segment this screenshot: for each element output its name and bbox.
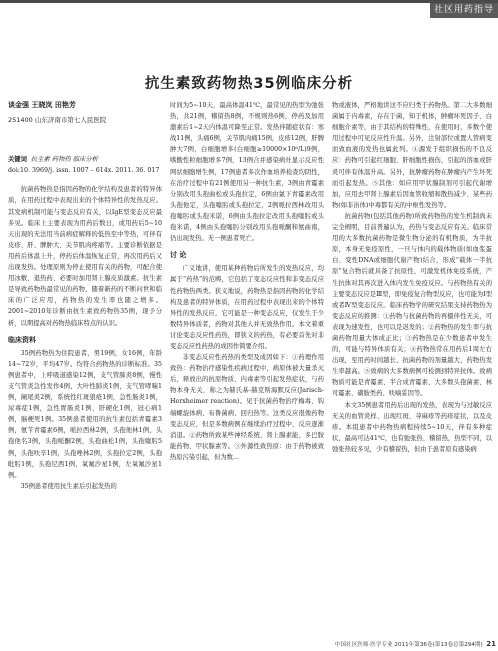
column-2 <box>170 100 324 463</box>
column3-paragraph-3: 本文35例患者用药后出现的发热，表现为与过敏反应无关的血管炎样、出现红斑、荨麻疹等药疹症状，以及皮疹。本组患者中药物热病程持续5~10天，伴有多种症状，最高可达41℃，也有弛张热、稽留热，热型不同，以弛张热较多见，少有稽留热，但由于患者原有感染病 <box>332 401 492 453</box>
header-rule <box>0 0 498 3</box>
clinical-paragraph: 35例药物热为住院患者，男19例，女16例，年龄14~72岁，平均47岁。均符合药物热的诊断标准。35例患者中，上呼吸道感染12例，支气管肺炎8例，慢性支气管炎急性发作4例，大叶性肺炎1例，支气管哮喘1例，阑尾炎2例，系统性红斑狼疮1例，急性肠炎1例，尿毒症1例，急性胃肠炎1例，肝硬化1例，冠心病1例，脑梗死1例。35例患者使用的抗生素包括青霉素3例，氨苄青霉素6例，哌拉西林2例，头孢他林1例，头孢他名3例，头孢哌酮2例，头孢曲松1例，头孢噻肟5例，头孢呋辛1例，头孢唑林2例，头孢拉定2例，头孢吡肟1例，头孢尼西1例，氧氟沙星1例，左氧氟沙星1例。 <box>8 349 162 479</box>
keywords-text: 抗生素 药物热 临床分析 <box>30 156 98 164</box>
header-banner <box>0 0 498 30</box>
column3-paragraph-2: 抗菌药物(包括其他药物)所致药物热的发生机制尚未完全阐明，目前普遍认为，药热与变态反应有关。临床常用的大多数抗菌药物是微生物分泌的有机物质，为半抗原，本身无免疫原性，一旦与体内的载体物质(如血浆蛋白、变性DNA或细胞代谢产物)结合，形成“载体一半抗原”复合物后就具备了抗原性，可激发机体免疫系统，产生抗体对其再次进入体内发生免疫反应。与药物热有关的主要变态反应是Ⅲ型，即免疫复合物型反应，也可能为Ⅰ型或者Ⅳ型变态反应。临床药物学的研究结果支持药物热为变态反应的推测：①药物与抗菌药物的再摄伴性无关，可表现为速发性，也可以是迟发的；②药物热的发生率与抗菌药物用量大体成正比；③药物热是在少数患者中发生的，可能与特异体质有关；④药物热常在用药后1周左右出现，至用药时间越长、抗菌药物的剂量越大，药物热发生率越高。⑤致病的大多数病例可检测到特异抗体。致病物质可能是青霉素、半合成青霉素、大多数头孢菌素、林可霉素、磺胺类药、呋喃妥因等。 <box>332 212 492 398</box>
page-number: 21 <box>486 640 496 648</box>
page-footer <box>260 640 496 648</box>
doi: doi:10. 3969/j. issn. 1007 – 614x. 2011. 36. 017 <box>8 167 160 175</box>
column-3 <box>332 100 492 455</box>
section-tag: 社区用药指导 <box>430 3 498 18</box>
footer-journal: 中国社区医师·医学专业 2011年第36卷(第13卷总第294期) <box>334 642 483 648</box>
affiliation: 251400 山东济南市第七人民医院 <box>8 116 107 125</box>
keywords-label: 关键词 <box>8 156 27 164</box>
column-1 <box>8 100 162 492</box>
intro-paragraph: 抗菌药物热是指因药物的化学结构及患者的特异体质，在用药过程中表现出来的个体特异性的发热反应。其发病机制可能与变态反应有关，以IgE型变态反应最多见。临床上主要表现为用药后数日，或用药后5~10天出现的无法用当前病症解释的低热至中等热，可伴有皮疹、肝、脾肿大、关节肌肉疼痛等。主要诊断依据是用药后体温上升，停药后体温恢复正常，再次用药后又出现发热。处理原则为停止使用有关的药物，可配合使用冰敷、退热药、必要时加用肾上腺皮质激素。抗生素是导致药物热最常见的药物，随着新药的不断问世和临床的广泛应用，药物热的发生率也随之增多。2001~2010年诊断由抗生素致药物热35例，现予分析，以期提高对药物热临床特点的认识。 <box>8 186 162 327</box>
column3-paragraph-1: 物或液体，严格地讲这不应归类于药物热。第二大多数细菌属于内毒素，存在于菌，知于机体，肿瘤坏死因子、白细胞介素等，由于其结构的特殊性，在使用时，多数个使用过程中可见反应性升温。另外，注射部位或置人管病变而致血液的发热也属此列。④源发于组织损伤的不良反应：药物可引起红细胞、肝细胞性损伤，引起的溶血或肝炎可伴有体温升高。另外，抗肿瘤药物在肿瘤内产生坏死而引起发热。⑤其他：如应用甲状腺制剂可引起代谢增加，应用去甲肾上腺素后因血管收缩和散热减少、某些药物(如非甾体)中毒都有关的中枢性发热等。 <box>332 102 492 209</box>
article-title: 抗生素致药物热35例临床分析 <box>144 76 354 92</box>
section-heading-clinical: 临床资料 <box>8 335 36 344</box>
discussion-paragraph: 广义地讲，使用某种药物后所发生的发热反应，均属于“药热”的范畴，它包括了变态反应性和非变态反应性药物热两类。狭义地说，药物热是指因药物的化学结构及患者的特异体质，在用药过程中表现出来的个体特异性的发热反应，它可能是一种变态反应，仅发生于少数特异体质者，药物对其他人并无致热作用。本文着重讨论变态反应性药热，即狭义的药热，有必要首先对非变态反应性药热的成因作简要介绍。 <box>170 265 324 350</box>
results-paragraph: 时间为5~10天，最高体温41℃，最常见的热型为弛张热，共21例，稽留热8例，不规则热6例，停药及加用激素后1~2天内体温可降至正常。发热伴随症状有：寒战11例，头痛6例，关节肌肉痛15例，皮疹12例，肝脾肿大7例，白细胞增多(白细胞≥10000×10⁶/L)9例，嗜酸性粒细胞增多7例，13例合并感染病灶显示反应性网状细胞增生例，17例患者多次作血培养检查均阴性，在治疗过程中有21例使用另一种抗生素，3例由青霉素分别改用头孢曲松或头孢拉定，6例由氯下青霉素改用头孢他定，头孢噻肟或头孢拉定，2例哌拉西林改用头孢噻肟或头孢米诺，6例由头孢拉定改用头孢噻肟或头孢米诺，4例由头孢噻肟分别改用头孢哌酮和氨曲南，仍出现发热。无一例患者死亡。 <box>170 102 324 243</box>
nonallergic-paragraph: 非变态反应性药热的类型及成因如下：①药理作用致热：药物治疗感染性疾病过程中，病原体被大量杀灭后，释放出的抗原物质、内毒素等引起发热症状，与药物本身无关，称之为赫氏基-赫克斯海默反应(Jarisch-Herxheimer reaction)。见于抗菌药物治疗梅毒、钩端螺旋体病、布鲁菌病、回归热等。这类反应很像药物变态反应，但是多数病例在继续治疗过程中，反应逐渐消退。②药物所致某些神经系统、肾上腺素能、多巴胺能药物、甲状腺素等。③外源性致热原：由于药物被致热原污染引起，但为数... <box>170 354 324 461</box>
authors: 谈金强 王晓岚 田艳芳 <box>8 101 76 109</box>
section-heading-discussion: 讨 论 <box>170 251 187 260</box>
clinical-paragraph-2: 35例患者使用抗生素后引起发热的 <box>20 482 117 490</box>
keywords <box>8 154 162 165</box>
